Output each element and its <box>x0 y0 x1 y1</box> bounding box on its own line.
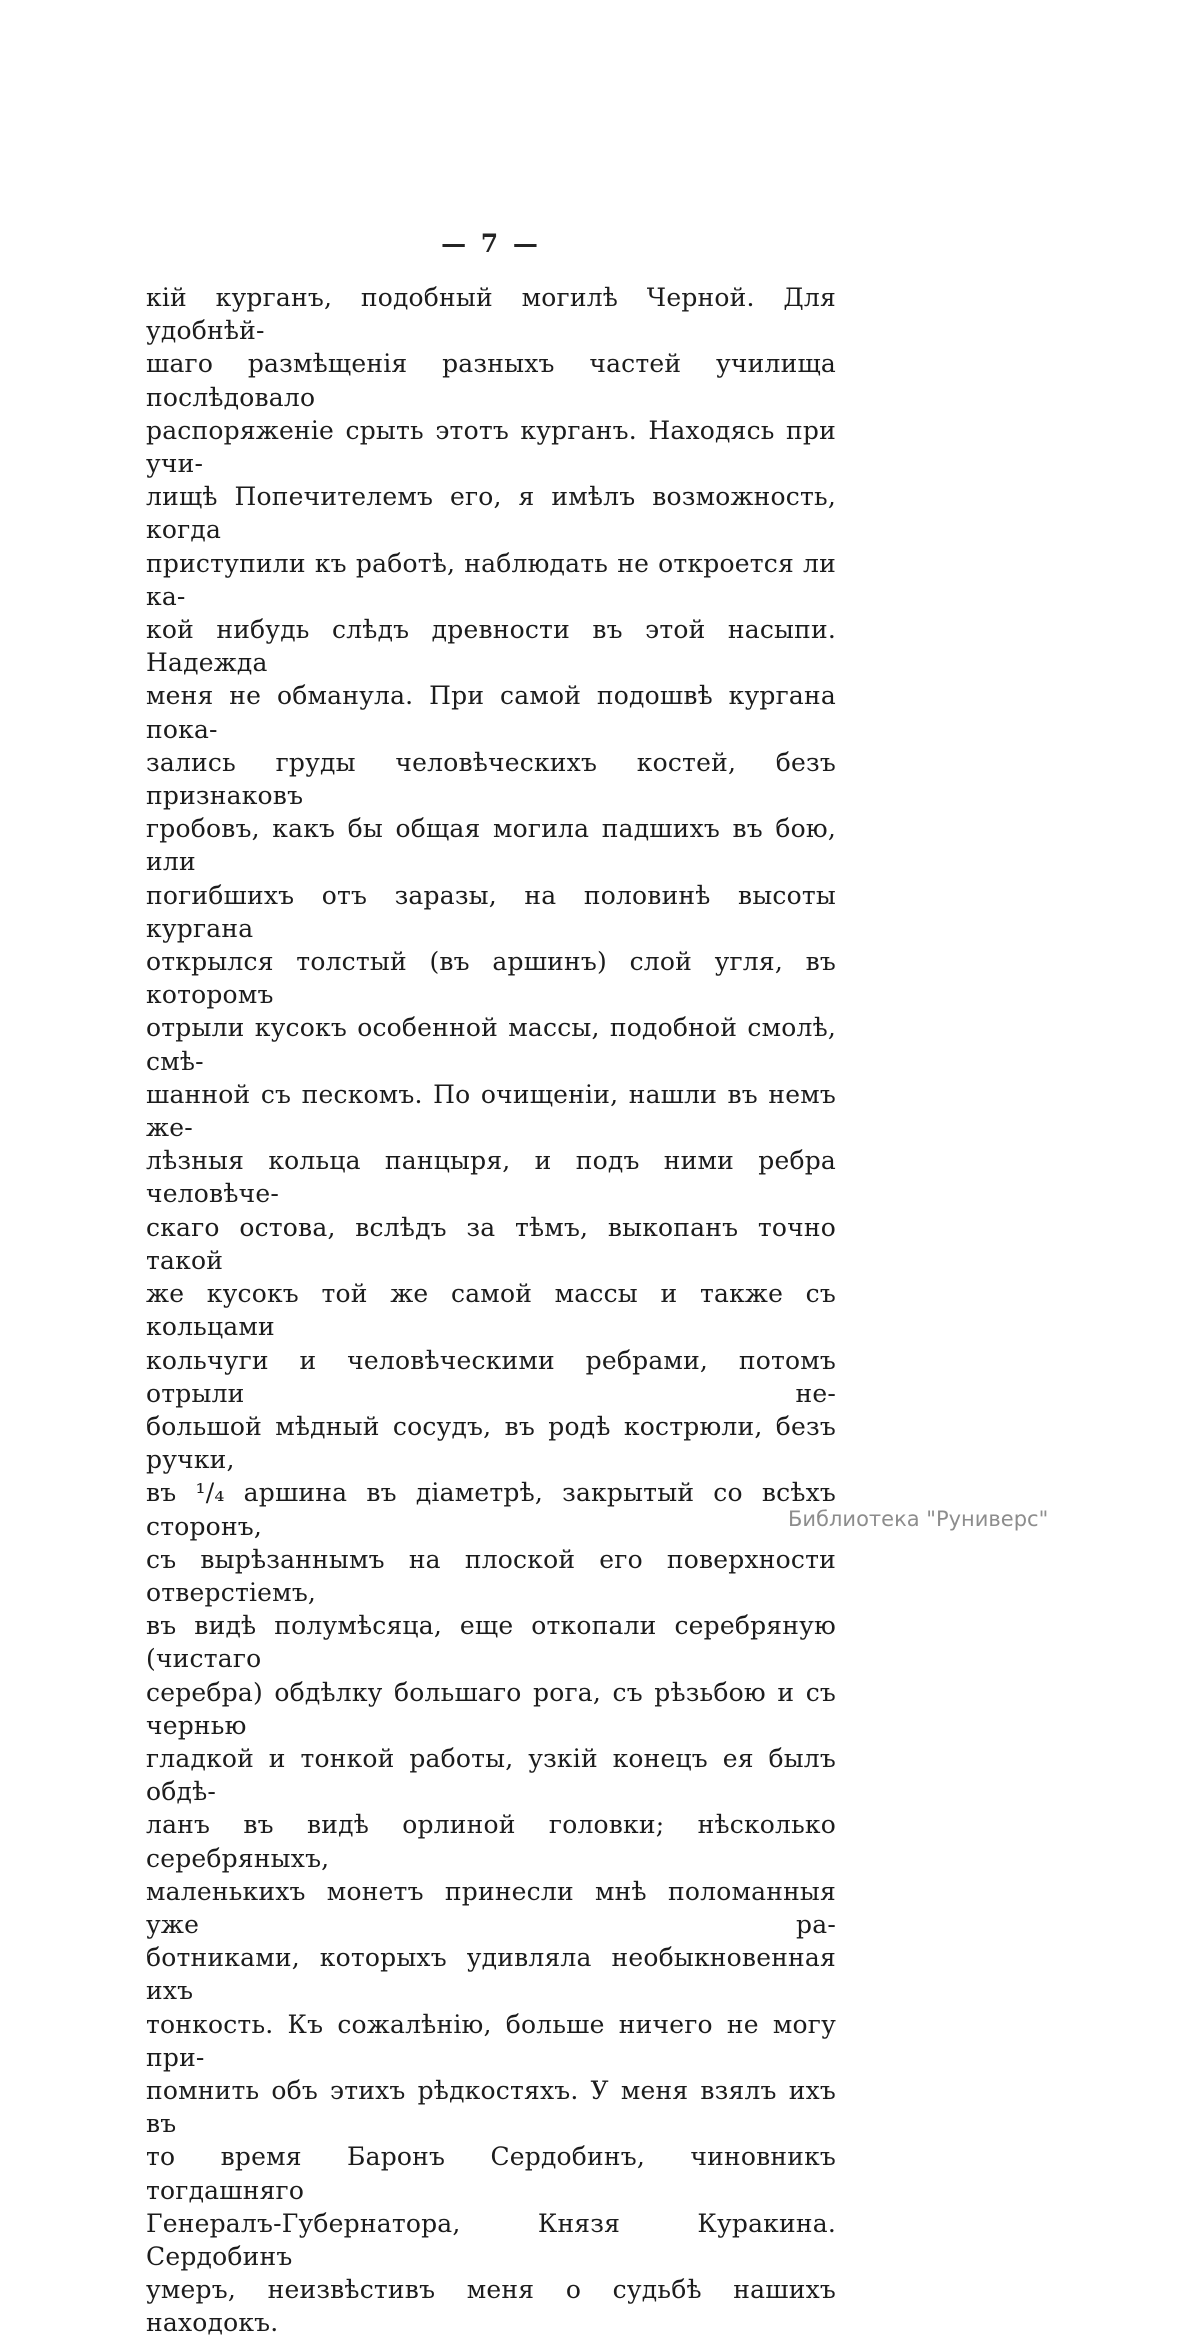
text-line: кій курганъ, подобный могилѣ Черной. Для удобнѣй- <box>146 283 836 346</box>
text-line: открылся толстый (въ аршинъ) слой угля, въ которомъ <box>146 947 836 1010</box>
text-line: въ ¹/₄ аршина въ діаметрѣ, закрытый со всѣхъ сторонъ, <box>146 1478 836 1541</box>
text-line: ботниками, которыхъ удивляла необыкновенная ихъ <box>146 1943 836 2006</box>
page-number: — 7 — <box>441 229 541 258</box>
text-line: приступили къ работѣ, наблюдать не откроется ли ка- <box>146 548 836 611</box>
text-line: кой нибудь слѣдъ древности въ этой насыпи. Надежда <box>146 615 836 678</box>
text-line: лищѣ Попечителемъ его, я имѣлъ возможность, когда <box>146 482 836 545</box>
text-line: умеръ, неизвѣстивъ меня о судьбѣ нашихъ находокъ. <box>146 2275 836 2338</box>
text-line: шанной съ пескомъ. По очищеніи, нашли въ немъ же- <box>146 1079 836 1143</box>
text-line: же кусокъ той же самой массы и также съ кольцами <box>146 1279 836 1342</box>
text-line: съ вырѣзаннымъ на плоской его поверхности отверстіемъ, <box>146 1544 836 1607</box>
text-line: гладкой и тонкой работы, узкій конецъ ея былъ обдѣ- <box>146 1743 836 1807</box>
body-text <box>146 281 836 2340</box>
text-line: лѣзныя кольца панцыря, и подъ ними ребра человѣче- <box>146 1146 836 1209</box>
library-watermark: Библиотека "Руниверс" <box>788 1507 1049 1531</box>
text-line: скаго остова, вслѣдъ за тѣмъ, выкопанъ точно такой <box>146 1212 836 1275</box>
text-line: ланъ въ видѣ орлиной головки; нѣсколько серебряныхъ, <box>146 1810 836 1873</box>
text-line: то время Баронъ Сердобинъ, чиновникъ тогдашняго <box>146 2142 836 2205</box>
text-line: помнить объ этихъ рѣдкостяхъ. У меня взялъ ихъ въ <box>146 2075 836 2139</box>
text-line: зались груды человѣческихъ костей, безъ признаковъ <box>146 747 836 811</box>
text-line: большой мѣдный сосудъ, въ родѣ кострюли, безъ ручки, <box>146 1411 836 1475</box>
text-line: кольчуги и человѣческими ребрами, потомъ отрыли не- <box>146 1345 836 1408</box>
text-line: отрыли кусокъ особенной массы, подобной смолѣ, смѣ- <box>146 1013 836 1076</box>
text-line: въ видѣ полумѣсяца, еще откопали серебряную (чистаго <box>146 1611 836 1674</box>
text-line: серебра) обдѣлку большаго рога, съ рѣзьбою и съ чернью <box>146 1677 836 1740</box>
text-line: распоряженіе срыть этотъ курганъ. Находясь при учи- <box>146 415 836 479</box>
text-line: погибшихъ отъ заразы, на половинѣ высоты кургана <box>146 880 836 943</box>
text-line: маленькихъ монетъ принесли мнѣ поломанныя уже ра- <box>146 1876 836 1939</box>
text-line: Генералъ-Губернатора, Князя Куракина. Сердобинъ <box>146 2208 836 2271</box>
text-line: шаго размѣщенія разныхъ частей училища послѣдовало <box>146 349 836 412</box>
text-line: гробовъ, какъ бы общая могила падшихъ въ бою, или <box>146 814 836 877</box>
text-line: меня не обманула. При самой подошвѣ кургана пока- <box>146 681 836 744</box>
text-line: тонкость. Къ сожалѣнію, больше ничего не могу при- <box>146 2009 836 2072</box>
